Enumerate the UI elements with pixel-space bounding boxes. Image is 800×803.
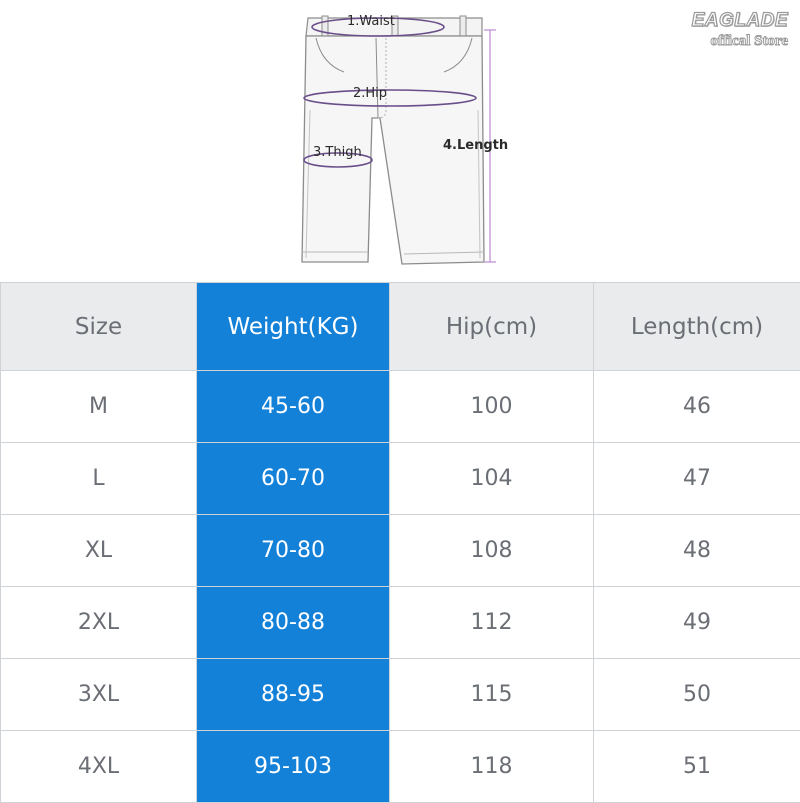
header-size: Size: [1, 283, 197, 371]
cell-length: 48: [594, 515, 800, 587]
cell-length: 51: [594, 731, 800, 803]
size-chart-table: [0, 282, 800, 803]
cell-size: M: [1, 371, 197, 443]
table-row: [1, 659, 800, 731]
cell-hip: 112: [390, 587, 594, 659]
pants-illustration: [0, 0, 800, 282]
waist-label: 1.Waist: [347, 15, 395, 28]
header-hip: Hip(cm): [390, 283, 594, 371]
cell-weight: 70-80: [197, 515, 390, 587]
cell-size: 4XL: [1, 731, 197, 803]
brand-logo: [692, 10, 788, 50]
cell-hip: 108: [390, 515, 594, 587]
header-weight: Weight(KG): [197, 283, 390, 371]
cell-hip: 115: [390, 659, 594, 731]
cell-size: 2XL: [1, 587, 197, 659]
table-header-row: [1, 283, 800, 371]
cell-weight: 95-103: [197, 731, 390, 803]
pants-measurement-diagram: [0, 0, 800, 282]
cell-weight: 60-70: [197, 443, 390, 515]
cell-size: 3XL: [1, 659, 197, 731]
table-row: [1, 443, 800, 515]
table-row: [1, 731, 800, 803]
cell-hip: 104: [390, 443, 594, 515]
cell-weight: 88-95: [197, 659, 390, 731]
cell-weight: 80-88: [197, 587, 390, 659]
cell-hip: 100: [390, 371, 594, 443]
length-label: 4.Length: [443, 139, 508, 152]
cell-length: 50: [594, 659, 800, 731]
header-length: Length(cm): [594, 283, 800, 371]
brand-subtitle: offical Store: [692, 32, 788, 50]
cell-weight: 45-60: [197, 371, 390, 443]
brand-name: EAGLADE: [692, 10, 788, 32]
table-row: [1, 587, 800, 659]
hip-label: 2.Hip: [353, 87, 387, 100]
cell-length: 47: [594, 443, 800, 515]
cell-length: 49: [594, 587, 800, 659]
thigh-label: 3.Thigh: [313, 146, 362, 159]
cell-length: 46: [594, 371, 800, 443]
cell-size: XL: [1, 515, 197, 587]
table-row: [1, 515, 800, 587]
cell-hip: 118: [390, 731, 594, 803]
table-row: [1, 371, 800, 443]
cell-size: L: [1, 443, 197, 515]
